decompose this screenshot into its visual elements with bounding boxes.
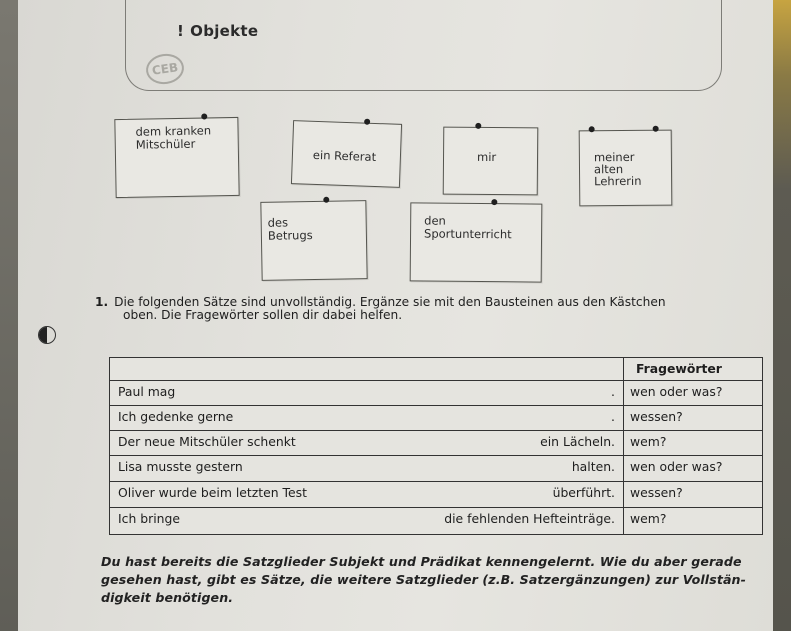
sentence-cell[interactable] bbox=[110, 431, 623, 455]
question-cell bbox=[623, 431, 763, 455]
exclamation-icon: ! bbox=[177, 22, 185, 40]
section-title bbox=[177, 22, 258, 40]
task-instruction bbox=[95, 296, 745, 322]
sentence-end: überführt. bbox=[552, 485, 615, 500]
word-card-dem-kranken-mitschueler[interactable] bbox=[114, 117, 239, 198]
sentence-start: Ich gedenke gerne bbox=[118, 409, 234, 424]
question-cell bbox=[623, 508, 763, 534]
exercise-table bbox=[109, 357, 763, 535]
question-cell bbox=[623, 406, 763, 430]
word-card-ein-referat[interactable] bbox=[291, 120, 402, 188]
stamp-logo: CEB bbox=[144, 52, 186, 87]
sentence-end: halten. bbox=[571, 459, 615, 474]
card-text: mir bbox=[476, 149, 497, 165]
info-paragraph bbox=[101, 553, 751, 607]
background-edge-right bbox=[773, 0, 791, 631]
task-line-2: oben. Die Fragewörter sollen dir dabei helfen. bbox=[123, 308, 403, 322]
pin-icon bbox=[323, 197, 329, 203]
word-card-den-sportunterricht[interactable] bbox=[410, 202, 543, 282]
question-cell bbox=[623, 482, 763, 507]
pin-icon bbox=[653, 126, 659, 132]
question-word: wessen? bbox=[630, 409, 683, 424]
section-header-frame bbox=[125, 0, 722, 91]
question-word: wem? bbox=[630, 434, 667, 449]
table-row bbox=[110, 481, 762, 507]
task-line-1: Die folgenden Sätze sind unvollständig. Ergänze sie mit den Bausteinen aus den Kästchen bbox=[114, 295, 666, 309]
card-text: den Sportunterricht bbox=[424, 213, 512, 242]
question-cell bbox=[623, 381, 763, 405]
table-row bbox=[110, 380, 762, 405]
question-word: wem? bbox=[630, 511, 667, 526]
pin-icon bbox=[201, 113, 207, 119]
table-row bbox=[110, 507, 762, 534]
sentence-end: . bbox=[611, 409, 615, 424]
sentence-end: . bbox=[611, 384, 615, 399]
word-card-des-betrugs[interactable] bbox=[260, 200, 367, 281]
word-card-mir[interactable] bbox=[443, 127, 539, 196]
card-text: dem kranken Mitschüler bbox=[135, 123, 212, 152]
sentence-cell[interactable] bbox=[110, 406, 623, 430]
info-line-2: gesehen hast, gibt es Sätze, die weitere Satzglieder (z.B. Satzergänzungen) zur Vollstän- bbox=[101, 572, 746, 587]
task-number: 1. bbox=[95, 295, 109, 309]
table-header-fragewoerter bbox=[623, 358, 763, 380]
sentence-start: Ich bringe bbox=[118, 511, 181, 526]
pin-icon bbox=[364, 119, 370, 125]
question-word: wen oder was? bbox=[630, 384, 723, 399]
difficulty-marker-icon bbox=[38, 326, 56, 344]
sentence-start: Lisa musste gestern bbox=[118, 459, 243, 474]
card-text: ein Referat bbox=[312, 147, 377, 165]
table-header-label: Fragewörter bbox=[636, 361, 722, 376]
question-word: wessen? bbox=[630, 485, 683, 500]
pin-icon bbox=[475, 123, 481, 129]
sentence-end: die fehlenden Hefteinträge. bbox=[444, 511, 615, 526]
info-line-3: digkeit benötigen. bbox=[101, 590, 234, 605]
pin-icon bbox=[589, 126, 595, 132]
pin-icon bbox=[491, 199, 497, 205]
info-line-1: Du hast bereits die Satzglieder Subjekt und Prädikat kennengelernt. Wie du aber gerade bbox=[101, 554, 742, 569]
sentence-cell[interactable] bbox=[110, 508, 623, 534]
word-card-meiner-alten-lehrerin[interactable] bbox=[579, 130, 673, 207]
question-word: wen oder was? bbox=[630, 459, 723, 474]
table-row bbox=[110, 405, 762, 430]
sentence-cell[interactable] bbox=[110, 456, 623, 481]
sentence-cell[interactable] bbox=[110, 381, 623, 405]
sentence-start: Der neue Mitschüler schenkt bbox=[118, 434, 296, 449]
sentence-start: Oliver wurde beim letzten Test bbox=[118, 485, 307, 500]
sentence-end: ein Lächeln. bbox=[540, 434, 615, 449]
card-text: meiner alten Lehrerin bbox=[593, 149, 642, 189]
background-edge-left bbox=[0, 0, 18, 631]
section-title-text: Objekte bbox=[190, 22, 259, 40]
card-text: des Betrugs bbox=[267, 215, 313, 243]
table-row bbox=[110, 455, 762, 481]
question-cell bbox=[623, 456, 763, 481]
table-row bbox=[110, 430, 762, 455]
sentence-cell[interactable] bbox=[110, 482, 623, 507]
sentence-start: Paul mag bbox=[118, 384, 176, 399]
